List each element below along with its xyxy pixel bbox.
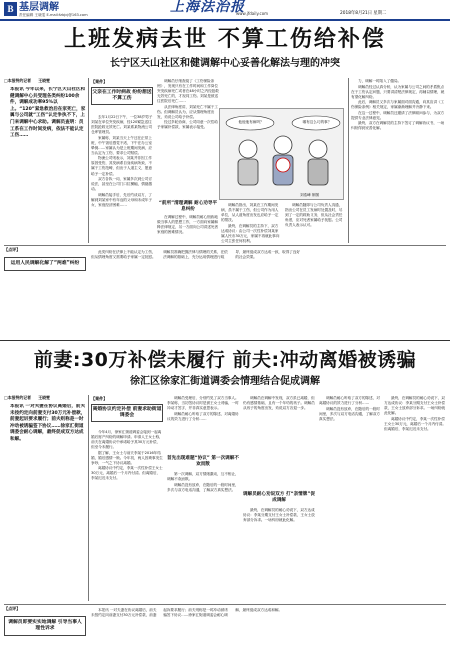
case-tag: 【案件】 (91, 396, 108, 401)
comment-title: 运用人民调解化解了“两难”纠纷 (10, 261, 80, 266)
story2-section-title-3: 调解员耐心劝说双方 打“亲情牌”促成调解 (243, 492, 315, 503)
story1-col3 (221, 203, 281, 243)
story2-col2b (167, 472, 239, 600)
paragraph: 最终，在调解员的耐心劝说下，双方达成协议：李某分期支付王女士补偿款，王女士放弃部分诉求。一场纠纷就此化解。 (384, 396, 445, 416)
story2-section-title-2: 首先出现难题“协议” 第一次调解不欢而散 (167, 456, 239, 467)
paragraph: 力，调解一时陷入了僵局。 (358, 79, 402, 83)
story2-lede: 本报讯 一对夫妻在协议离婚后，前夫未按约定向前妻支付30万元补偿款，前妻起诉要求履行；前夫则称是一时冲动被诱骗签下协议……徐家汇街道调委会耐心调解，最终促成双方达成和解。 (10, 404, 86, 442)
section-rule (4, 604, 446, 605)
story2-col1 (91, 430, 163, 600)
byline-tag: □本报特约记者 (4, 395, 32, 400)
paragraph: 经过多轮协商，公司同意一次性给予家属补偿款，家属表示接受。 (157, 120, 218, 130)
paragraph: 最终，在调解员的耐心劝说下，双方达成协议：李某分期支付王女士补偿款，王女士放弃部分诉求。一场纠纷就此化解。 (243, 508, 315, 523)
column-rule (88, 78, 89, 243)
case-tag: 【案件】 (91, 79, 108, 84)
paragraph: 调解员耐心听取了双方的陈述，对离婚协议的效力进行了分析…… (319, 396, 380, 406)
comment-title: 调解员即要实实地调解 引导当事人理性诉求 (8, 620, 82, 631)
story1-comment-text (91, 250, 446, 334)
paragraph: 最终，在调解员的主持下，双方达成协议：由公司一次性补偿刘某家属人民币30万元，家属不再就此事向公司主张任何权利。 (221, 223, 280, 243)
cartoon-credit: 刘浩峰 制图 (300, 193, 320, 197)
paragraph: 本报讯 一对夫妻在协议离婚后，前夫未按约定向前妻支付30万元补偿款，前妻起诉要求履行；前夫则称是一时冲动被诱骗签下协议……徐家汇街道调委会耐心调解，最终促成双方达成和解。 (91, 608, 283, 618)
story2-case-block (91, 396, 163, 422)
paragraph: 从法律角度讲，刘某死亡不属于工伤。但调解员认为，应从情理角度出发，劝说公司给予补偿。 (157, 104, 218, 119)
byline-tag: □本报特约记者 (4, 78, 32, 83)
comment-tag: 【点评】 (4, 247, 21, 252)
section-rule (4, 245, 446, 246)
story1-comment-head (4, 247, 86, 271)
paragraph: 此后，调解员又多次与家属面对面沟通，向其宣讲《工伤保险条例》相关规定，家属渐渐理解并冷静下来。 (351, 100, 445, 110)
section-editor-line: 责任编辑 王晓雯 E-mail:fzbjcj@163.com (19, 13, 88, 17)
story2-col2 (167, 396, 239, 454)
comment-title-box (4, 257, 86, 271)
paragraph: 今年4月，徐家汇街道调委会接到一起离婚后财产纠纷的调解申请。申请人王女士称，前夫在离婚协议中承诺给予其30万元补偿，但至今未履行。 (91, 430, 163, 450)
byline-name: 王晓雯 (38, 395, 50, 400)
paragraph: 双方各执一词，家属多次到公司讨说法，甚至在公司门口拉横幅，情绪激动。 (91, 177, 152, 192)
paragraph: 家属称，刘某当天上午还在正常上班，中午饭后感觉不适，下午在办公室晕倒……家属认为是上班期间发病，应当认定为工伤，要求公司赔偿。 (91, 135, 152, 155)
story-divider (0, 340, 450, 341)
story2-col5 (384, 396, 446, 600)
paragraph: 调解员没有放弃，在随后的一段时间里，多次与双方电话沟通，了解双方真实想法。 (167, 482, 239, 492)
issue-date: 2018年8月21日 星期二 (340, 11, 387, 16)
newspaper-masthead: 上海法治报 (170, 0, 245, 15)
story1-cartoon (219, 108, 344, 200)
story1-case-block (91, 79, 153, 105)
header-rule (0, 19, 450, 21)
paragraph: 去年1月22日下午，一位38岁男子刘某在单位突发疾病，经120紧急送往医院抢救无效死亡。刘某系某物流公司仓库管理员。 (91, 115, 153, 135)
paragraph: 据了解，王女士与前夫李某于2016年结婚，婚后感情一般。今年初，两人因琐事发生争吵，一气之下协议离婚。 (91, 450, 163, 465)
case-title-box (91, 87, 153, 105)
story1-col4 (351, 79, 446, 243)
paragraph: 调解员耐心听取了双方的陈述，对离婚协议的效力进行了分析…… (167, 411, 239, 421)
story1-col2b (157, 215, 219, 243)
story2-col3b (243, 508, 315, 600)
case-title: 父亲在工作时病故 纷纷想送不算工伤 (92, 90, 152, 101)
story2-headline: 前妻:30万补偿未履行 前夫:冲动离婚被诱骗 (33, 349, 417, 371)
story1-col3b (285, 203, 345, 243)
story1-col2 (157, 79, 219, 201)
paragraph: 离婚协议中约定，李某一次性补偿王女士30万元，离婚后一个月内付清。但离婚后，李某迟迟未支付。 (384, 416, 446, 431)
paragraph: 调解员在调解中发现，双方虽已离婚，但仍有感情基础，且有一个年幼的孩子。调解员从孩子的角度出发，劝说双方各退一步。 (243, 396, 315, 411)
story2-comment-head (4, 606, 86, 636)
story2-subhead: 徐汇区徐家汇街道调委会情理结合促成调解 (130, 376, 320, 387)
newspaper-url: www.jfdaily.com (236, 11, 269, 16)
story1-section-title-2: “前所”清理调解 耐心劝导平息纠纷 (158, 201, 218, 212)
paragraph: 调解员经过认真分析，认为家属与公司之间的矛盾焦点在于工伤认定问题，只要讲清楚法律规定，再辅以情理，就有望化解纠纷。 (351, 84, 445, 99)
cartoon-caption-right: 哪有这么巧的事？ (302, 120, 332, 124)
paragraph: 离婚协议中约定，李某一次性补偿王女士30万元，离婚后一个月内付清。但离婚后，李某迟迟未支付。 (91, 466, 163, 481)
paragraph: 调解员没有放弃，在随后的一段时间里，多次与双方电话沟通，了解双方真实想法。 (319, 406, 380, 421)
column-rule (348, 78, 349, 243)
case-title: 离婚协议约定补偿 前妻求助街道调委会 (92, 407, 162, 418)
paragraph: 调解员仔细查阅了《工伤保险条例》，发现只有在工作时间和工作岗位突发疾病死亡或者在48小时之内经抢救无效死亡的，才视同工伤。刘某是被送往医院后死亡…… (157, 79, 219, 104)
paragraph: 最终，双方在调解员的主持下签订了调解协议书，一场纠纷得到妥善化解。 (351, 121, 445, 131)
story2-col4 (319, 396, 381, 600)
paragraph: 调解员接手后，先后约谈双方，了解到刘某家中有年迈的父母和未成年子女，家庭经济困难…… (91, 192, 152, 207)
story1-col1 (91, 115, 153, 243)
paragraph: 在这一过程中，调解员还邀请了法律顾问参与，为双方提供专业法律意见。 (351, 110, 445, 120)
section-title: 基层调解 (19, 2, 59, 13)
paragraph: 第一次调解，双方情绪激动，互不相让，调解不欢而散。 (167, 472, 239, 482)
paragraph: 调解员指出，刘某在工作期间发病，虽不属于工伤，但公司作为用人单位，从人道角度出发也应给予一定的帮扶。 (221, 203, 279, 223)
paragraph: 在调解过程中，调解员耐心细致地做当事人的思想工作，一方面向家属解释法律规定，另一方面向公司讲述死者家庭的困难情况。 (157, 215, 218, 235)
story1-byline (4, 78, 84, 83)
paragraph: 此类纠纷在法律上不能认定为工伤，但从情理角度又需要给予家属一定抚慰。调解员准确把握法律与情理的关系，在依法调解的基础上，充分运用情理进行疏导，最终促成双方达成一致，取得了良好的社会效果。 (91, 250, 300, 260)
section-logo: B (4, 2, 17, 16)
comment-tag: 【点评】 (4, 606, 21, 611)
column-rule (88, 395, 89, 601)
story2-byline (4, 395, 84, 400)
story2-col3 (243, 396, 315, 488)
story1-headline: 上班发病去世 不算工伤给补偿 (64, 27, 386, 52)
story1-lede: 本报讯 今年以来，长宁区天山社区和健调解中心共受理各类纠纷100余件，调解成功率95%以上。“120”紧急救治后在家死亡，家属与公司就“工伤”认定争执不下，上门来调解中心求助。调解员查明：员工系在工作时间发病，依法不能认定工伤…… (10, 87, 86, 139)
byline-name: 王晓雯 (38, 78, 50, 83)
comment-title-box (4, 616, 86, 636)
paragraph: 调解员受理后，分别约见了双方当事人。李某称，当初签协议时是被王女士诱骗，一时冲动才签字，并非真实意思表示。 (167, 396, 239, 411)
paragraph: 物流公司则表示，刘某并非因工作原因受伤，其发病系自身疾病所致，不属于工伤范畴，但出于人道主义，愿意给予一定补偿。 (91, 156, 152, 176)
paragraph: 调解员随即与公司负责人沟通，指出公司在员工发病时处置及时，尽到了一定的救助义务，但从社会责任角度，应对死者家属给予抚慰。公司负责人表示认可。 (285, 203, 343, 228)
story2-comment-text (91, 608, 446, 666)
case-title-box (91, 404, 163, 422)
story1-subhead: 长宁区天山社区和健调解中心妥善化解法与理的冲突 (110, 58, 340, 69)
cartoon-caption-left: 他他他有病吗？ (238, 120, 264, 124)
